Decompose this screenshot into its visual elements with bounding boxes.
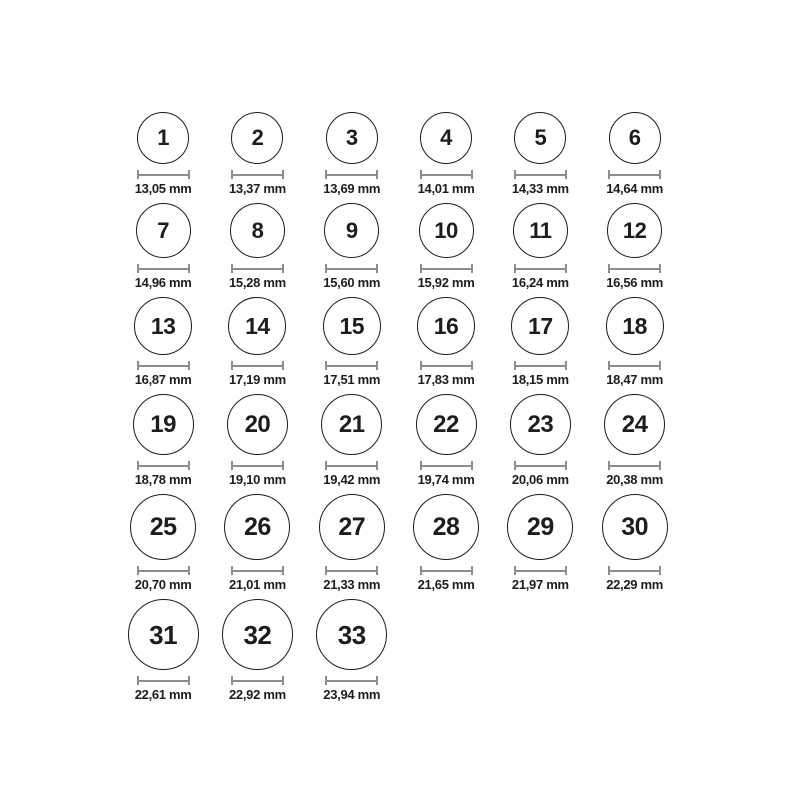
diameter-label: 20,06 mm [511,472,569,487]
diameter-measure-line [137,676,190,685]
ring-size-number: 7 [157,217,170,243]
diameter-label: 19,42 mm [323,472,381,487]
ring-size-cell [305,394,399,487]
ring-size-number: 17 [528,312,553,339]
ring-size-number: 13 [150,312,176,339]
diameter-measure-line [514,170,567,179]
ring-size-number: 12 [622,217,647,243]
diameter-label: 22,61 mm [134,687,192,702]
ring-size-number: 4 [440,125,452,150]
ring-circle [513,203,568,258]
ring-circle [231,112,283,164]
diameter-label: 21,97 mm [511,577,569,592]
diameter-label: 16,24 mm [511,275,569,290]
diameter-label: 22,92 mm [229,687,286,702]
ring-circle [319,494,385,560]
ring-size-cell [305,494,399,592]
diameter-measure-line [325,361,378,370]
ring-size-cell [305,599,399,702]
ring-size-number: 5 [534,125,547,150]
ring-size-cell [587,203,681,290]
ring-circle [323,297,381,355]
ring-size-chart [116,112,684,709]
diameter-measure-line [420,566,473,575]
ring-size-number: 6 [628,125,641,150]
diameter-label: 15,60 mm [323,275,381,290]
diameter-measure-line [608,264,661,273]
diameter-measure-line [231,170,284,179]
diameter-label: 14,96 mm [134,275,192,290]
ring-size-cell [210,494,304,592]
diameter-label: 23,94 mm [323,687,381,702]
ring-circle [128,599,199,670]
ring-size-number: 32 [243,619,272,650]
ring-size-cell [493,494,587,592]
diameter-label: 14,33 mm [511,181,569,196]
ring-circle [416,394,477,455]
ring-circle [606,297,664,355]
diameter-label: 19,74 mm [417,472,475,487]
ring-size-number: 3 [345,125,358,150]
ring-size-number: 11 [529,217,552,243]
diameter-measure-line [325,461,378,470]
diameter-label: 17,51 mm [323,372,381,387]
diameter-label: 21,01 mm [229,577,286,592]
ring-size-number: 29 [526,512,554,541]
ring-size-number: 28 [432,512,460,541]
diameter-measure-line [325,676,378,685]
ring-size-cell [587,394,681,487]
diameter-measure-line [137,566,190,575]
diameter-measure-line [420,170,473,179]
diameter-measure-line [231,264,284,273]
ring-size-cell [305,112,399,196]
ring-circle [413,494,479,560]
ring-size-number: 30 [621,512,649,541]
ring-size-cell [587,112,681,196]
diameter-measure-line [325,264,378,273]
diameter-measure-line [514,264,567,273]
diameter-measure-line [514,361,567,370]
ring-circle [130,494,196,560]
diameter-measure-line [137,361,190,370]
ring-circle [604,394,665,455]
ring-circle [607,203,662,258]
chart-row-5 [116,494,684,592]
ring-circle [316,599,387,670]
ring-size-cell [493,112,587,196]
chart-row-4 [116,394,684,487]
ring-size-cell [399,297,493,387]
ring-circle [222,599,293,670]
ring-size-cell [587,494,681,592]
ring-size-cell [210,203,304,290]
ring-size-cell [305,297,399,387]
diameter-measure-line [608,461,661,470]
ring-circle [227,394,288,455]
ring-circle [511,297,569,355]
ring-size-number: 27 [338,512,366,541]
ring-size-number: 24 [621,410,648,438]
diameter-measure-line [231,361,284,370]
ring-size-cell [399,494,493,592]
diameter-label: 14,64 mm [606,181,664,196]
diameter-measure-line [608,361,661,370]
diameter-label: 18,15 mm [511,372,569,387]
diameter-measure-line [137,170,190,179]
ring-size-number: 26 [244,512,271,541]
diameter-label: 21,33 mm [323,577,381,592]
ring-size-number: 25 [149,512,177,541]
ring-size-number: 2 [251,125,264,150]
ring-size-number: 1 [157,125,170,150]
ring-circle [228,297,286,355]
ring-circle [326,112,378,164]
ring-size-number: 10 [434,217,458,243]
chart-row-3 [116,297,684,387]
diameter-measure-line [514,566,567,575]
ring-size-cell [399,203,493,290]
ring-size-cell [116,599,210,702]
ring-circle [507,494,573,560]
chart-row-2 [116,203,684,290]
ring-size-number: 20 [244,410,271,438]
ring-size-cell [305,203,399,290]
ring-size-cell [493,203,587,290]
ring-circle [324,203,379,258]
ring-size-number: 21 [338,410,365,438]
ring-size-cell [210,297,304,387]
diameter-label: 18,47 mm [606,372,664,387]
ring-size-cell [399,394,493,487]
ring-size-cell [116,394,210,487]
ring-size-number: 18 [622,312,647,339]
ring-circle [602,494,668,560]
diameter-label: 20,70 mm [134,577,192,592]
ring-circle [133,394,194,455]
ring-size-cell [587,297,681,387]
ring-size-cell [116,112,210,196]
diameter-measure-line [608,170,661,179]
ring-size-cell [493,297,587,387]
ring-size-number: 15 [339,312,365,339]
ring-circle [417,297,475,355]
diameter-measure-line [325,566,378,575]
diameter-measure-line [420,264,473,273]
diameter-measure-line [231,461,284,470]
ring-size-cell [116,203,210,290]
diameter-measure-line [420,361,473,370]
diameter-label: 17,19 mm [229,372,286,387]
diameter-measure-line [420,461,473,470]
diameter-label: 13,05 mm [134,181,192,196]
diameter-label: 15,28 mm [229,275,286,290]
diameter-label: 15,92 mm [417,275,475,290]
ring-size-cell [399,112,493,196]
diameter-measure-line [325,170,378,179]
ring-circle [224,494,290,560]
ring-circle [137,112,189,164]
diameter-label: 13,37 mm [229,181,286,196]
ring-size-number: 23 [527,410,554,438]
ring-circle [134,297,192,355]
ring-size-cell [116,297,210,387]
diameter-label: 14,01 mm [417,181,475,196]
diameter-label: 17,83 mm [417,372,475,387]
ring-size-number: 33 [337,619,366,650]
ring-circle [420,112,472,164]
ring-size-number: 14 [245,312,270,339]
chart-row-1 [116,112,684,196]
diameter-label: 16,87 mm [134,372,192,387]
ring-size-number: 19 [150,410,176,438]
ring-circle [510,394,571,455]
ring-size-cell [210,599,304,702]
ring-circle [419,203,474,258]
diameter-label: 16,56 mm [606,275,664,290]
diameter-label: 20,38 mm [606,472,664,487]
ring-size-number: 22 [433,410,459,438]
ring-size-number: 16 [433,312,459,339]
ring-size-cell [493,394,587,487]
diameter-measure-line [137,264,190,273]
diameter-measure-line [231,676,284,685]
diameter-label: 21,65 mm [417,577,475,592]
ring-circle [230,203,285,258]
diameter-label: 19,10 mm [229,472,286,487]
diameter-measure-line [514,461,567,470]
ring-size-number: 9 [345,217,358,243]
ring-size-cell [210,394,304,487]
ring-circle [321,394,382,455]
chart-row-6 [116,599,684,702]
ring-size-number: 8 [251,217,264,243]
diameter-label: 13,69 mm [323,181,381,196]
ring-size-cell [116,494,210,592]
ring-circle [609,112,661,164]
diameter-label: 18,78 mm [134,472,192,487]
ring-circle [514,112,566,164]
diameter-label: 22,29 mm [606,577,664,592]
ring-size-number: 31 [149,619,178,650]
ring-size-cell [210,112,304,196]
ring-circle [136,203,191,258]
diameter-measure-line [137,461,190,470]
diameter-measure-line [231,566,284,575]
diameter-measure-line [608,566,661,575]
